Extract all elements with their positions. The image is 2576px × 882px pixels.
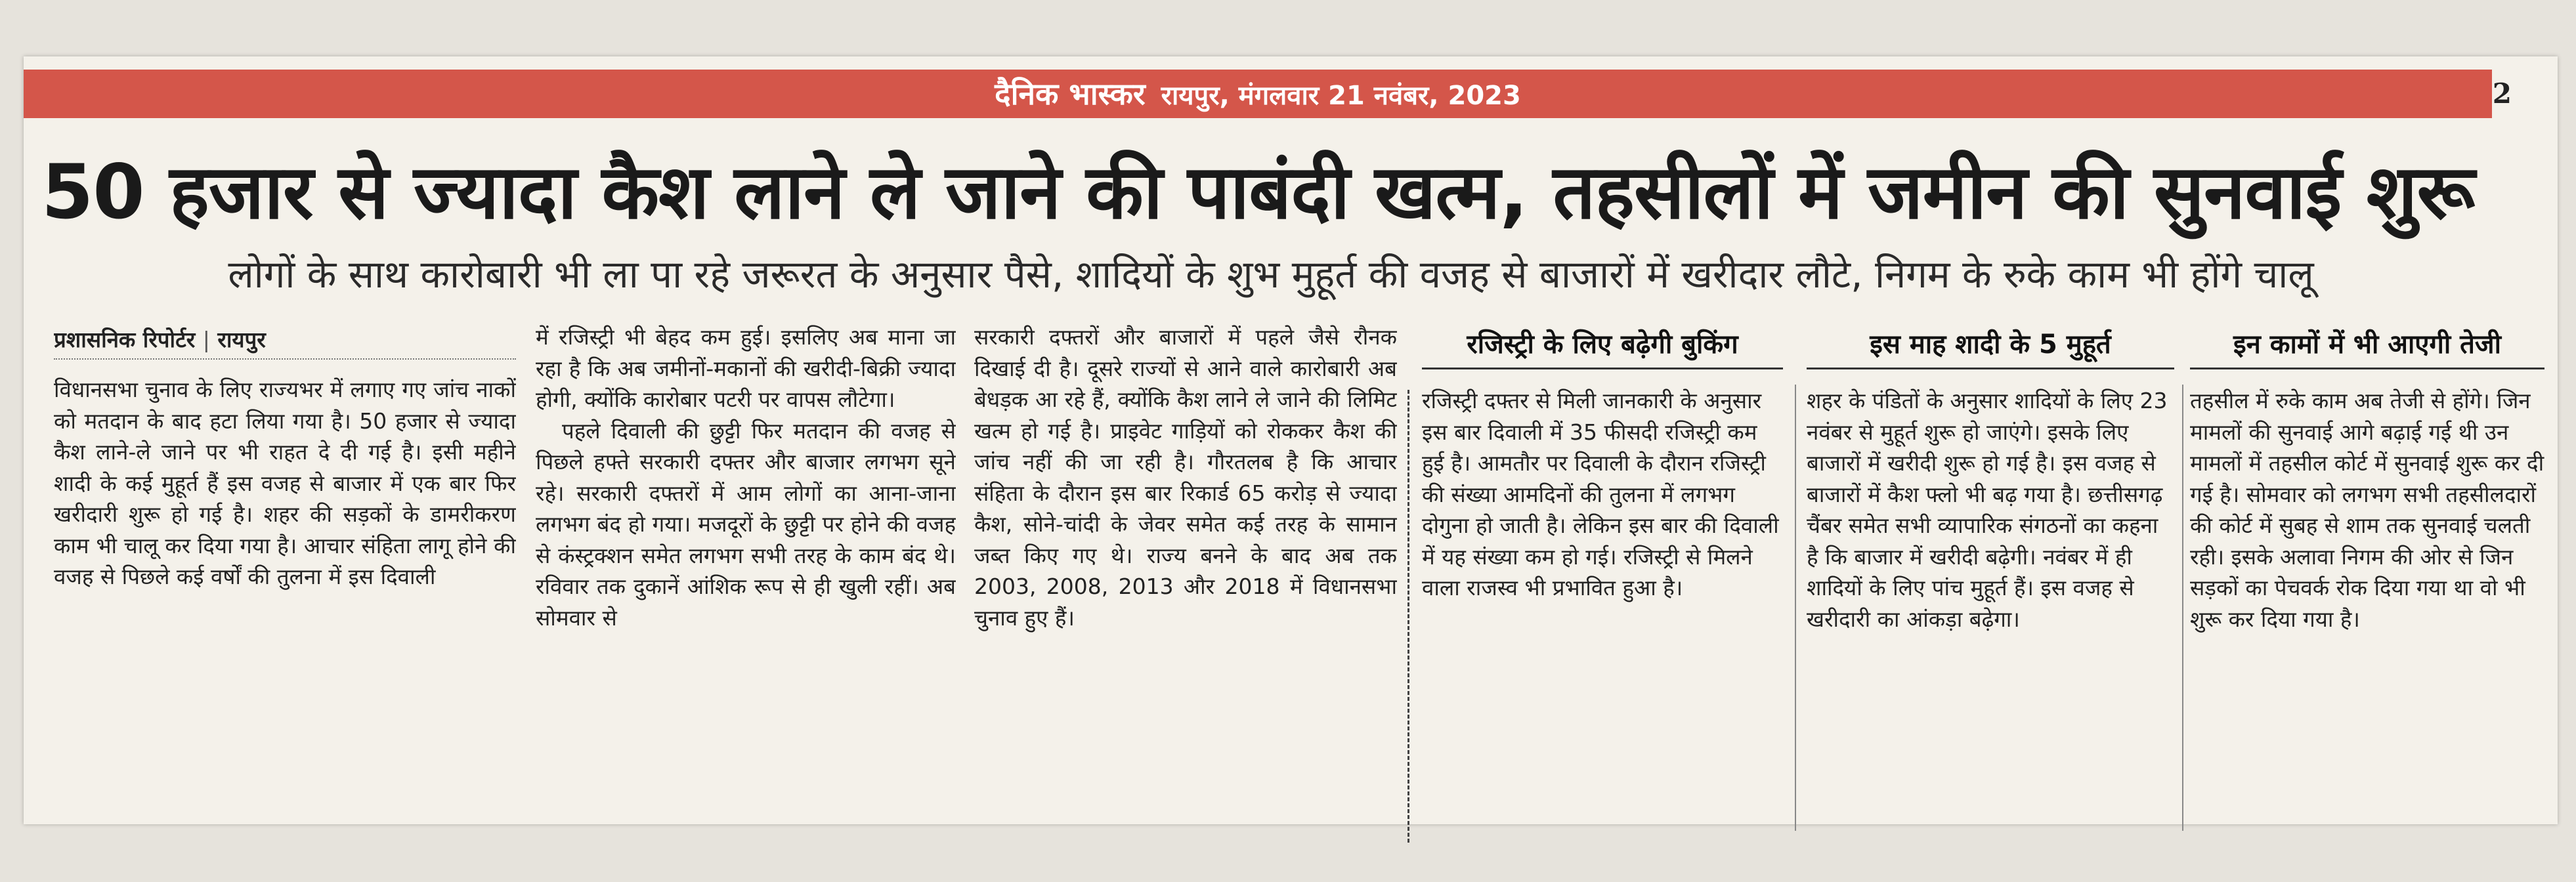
article-text: पहले दिवाली की छुट्टी फिर मतदान की वजह से पिछले हफ्ते सरकारी दफ्तर और बाजार लगभग सूने रहे। सरकारी दफ्तरों में आम लोगों का आना-जाना लगभग बंद हो गया। मजदूरों के छुट्टी पर होने की वजह से कंस्ट्रक्शन समेत लगभग सभी तरह के काम बंद थे। रविवार तक दुकानें आंशिक रूप से ही खुली रहीं। अब सोमवार से — [536, 417, 956, 631]
byline-reporter: प्रशासनिक रिपोर्टर — [54, 327, 196, 352]
article-text: में रजिस्ट्री भी बेहद कम हुई। इसलिए अब माना जा रहा है कि अब जमीनों-मकानों की खरीदी-बिक्री ज्यादा होगी, क्योंकि कारोबार पटरी पर वापस लौटेगा। — [536, 324, 956, 412]
sidebar-wedding-muhurat — [1807, 322, 2174, 860]
sidebar-text: शहर के पंडितों के अनुसार शादियों के लिए 23 नवंबर से मुहूर्त शुरू हो जाएंगे। इसके लिए बाजारों में खरीदी शुरू हो गई है। इस वजह से बाजारों में कैश फ्लो भी बढ़ गया है। छत्तीसगढ़ चैंबर समेत सभी व्यापारिक संगठनों का कहना है कि बाजार में खरीदी बढ़ेगी। नवंबर में ही शादियों के लिए पांच मुहूर्त हैं। इस वजह से खरीदारी का आंकड़ा बढ़ेगा। — [1807, 388, 2168, 632]
page-number: 2 — [2492, 77, 2512, 110]
sidebar-title: इन कामों में भी आएगी तेजी — [2190, 322, 2544, 369]
masthead-dateline: रायपुर, मंगलवार 21 नवंबर, 2023 — [1161, 81, 1521, 111]
article-text: विधानसभा चुनाव के लिए राज्यभर में लगाए गए जांच नाकों को मतदान के बाद हटा लिया गया है। 50 हजार से ज्यादा कैश लाने-ले जाने पर भी राहत दे दी गई है। इसी महीने शादी के कई मुहूर्त हैं इस वजह से बाजार में एक बार फिर खरीदारी शुरू हो गई है। शहर की सड़कों के डामरीकरण काम भी चालू कर दिया गया है। आचार संहिता लागू होने की वजह से पिछले कई वर्षों की तुलना में इस दिवाली — [54, 377, 516, 589]
column-divider — [1795, 385, 1796, 831]
byline-city: रायपुर — [217, 327, 266, 352]
article-column-3 — [974, 322, 1397, 860]
sidebar-text: रजिस्ट्री दफ्तर से मिली जानकारी के अनुसार इस बार दिवाली में 35 फीसदी रजिस्ट्री कम हुई है। आमतौर पर दिवाली के दौरान रजिस्ट्री की संख्या आमदिनों की तुलना में लगभग दोगुना हो जाती है। लेकिन इस बार की दिवाली में यह संख्या कम हो गई। रजिस्ट्री से मिलने वाला राजस्व भी प्रभावित हुआ है। — [1422, 388, 1779, 600]
sidebar-registry — [1422, 322, 1783, 860]
article-column-1 — [54, 322, 516, 860]
headline: 50 हजार से ज्यादा कैश लाने ले जाने की पाबंदी खत्म, तहसीलों में जमीन की सुनवाई शुरू — [41, 148, 2475, 236]
sidebar-title: रजिस्ट्री के लिए बढ़ेगी बुकिंग — [1422, 322, 1783, 369]
sidebar-text: तहसील में रुके काम अब तेजी से होंगे। जिन मामलों की सुनवाई आगे बढ़ाई गई थी उन मामलों में तहसील कोर्ट में सुनवाई शुरू कर दी गई है। सोमवार को लगभग सभी तहसीलदारों की कोर्ट में सुबह से शाम तक सुनवाई चलती रही। इसके अलावा निगम की ओर से जिन सड़कों का पेचवर्क रोक दिया गया था वो भी शुरू कर दिया गया है। — [2190, 388, 2544, 632]
byline — [54, 322, 516, 360]
masthead-brand: दैनिक भास्कर — [995, 76, 1146, 112]
section-divider — [1407, 390, 1409, 843]
article-column-2 — [536, 322, 956, 860]
byline-separator: | — [202, 327, 210, 352]
sidebar-works-speedup — [2190, 322, 2544, 860]
subheadline: लोगों के साथ कारोबारी भी ला पा रहे जरूरत के अनुसार पैसे, शादियों के शुभ मुहूर्त की वजह से बाजारों में खरीदार लौटे, निगम के रुके काम भी होंगे चालू — [228, 252, 2314, 297]
masthead-bar — [24, 70, 2492, 118]
article-text: सरकारी दफ्तरों और बाजारों में पहले जैसे रौनक दिखाई दी है। दूसरे राज्यों से आने वाले कारोबारी अब बेधड़क आ रहे हैं, क्योंकि कैश लाने ले जाने की लिमिट खत्म हो गई है। प्राइवेट गाड़ियों को रोककर कैश की जांच नहीं की जा रही है। गौरतलब है कि आचार संहिता के दौरान इस बार रिकार्ड 65 करोड़ से ज्यादा कैश, सोने-चांदी के जेवर समेत कई तरह के सामान जब्त किए गए थे। राज्य बनने के बाद अब तक 2003, 2008, 2013 और 2018 में विधानसभा चुनाव हुए हैं। — [974, 324, 1397, 631]
sidebar-title: इस माह शादी के 5 मुहूर्त — [1807, 322, 2174, 369]
column-divider — [2182, 385, 2183, 831]
newspaper-page — [24, 56, 2558, 824]
